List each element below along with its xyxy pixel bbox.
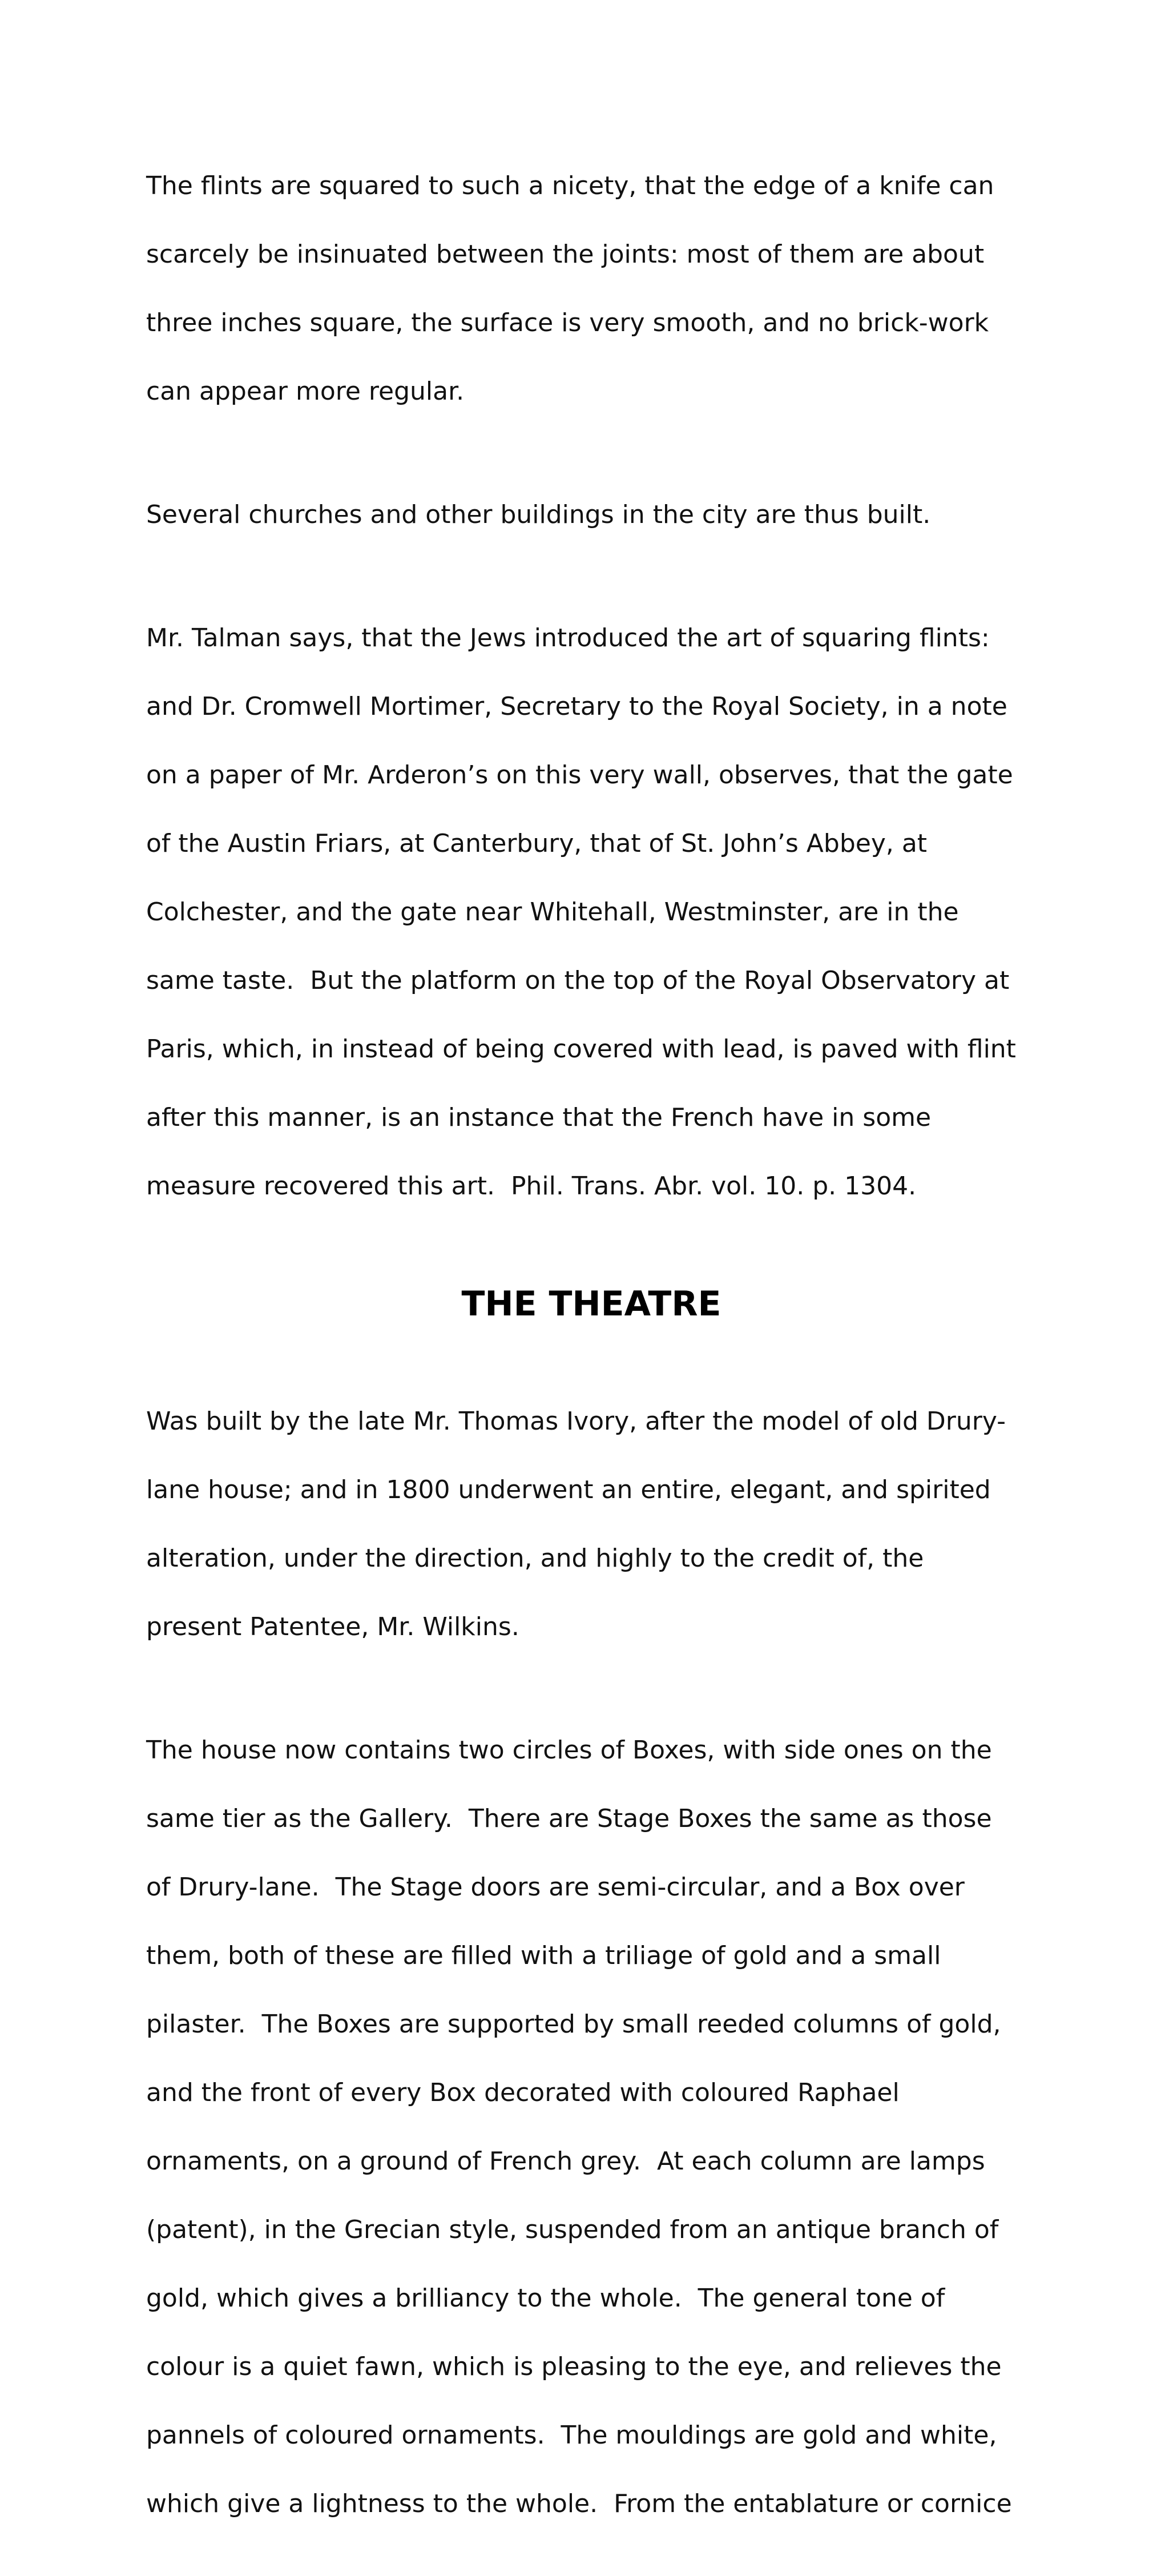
- text-line: pilaster. The Boxes are supported by small reeded columns of gold,: [146, 2010, 1001, 2039]
- section-heading-theatre: THE THEATRE: [461, 1284, 721, 1324]
- text-line: lane house; and in 1800 underwent an entire, elegant, and spirited: [146, 1475, 991, 1504]
- text-line: can appear more regular.: [146, 377, 465, 406]
- text-line: colour is a quiet fawn, which is pleasing to the eye, and relieves the: [146, 2352, 1002, 2381]
- text-line: same tier as the Gallery. There are Stage Boxes the same as those: [146, 1804, 992, 1833]
- text-line: and the front of every Box decorated with coloured Raphael: [146, 2078, 900, 2107]
- text-line: them, both of these are filled with a triliage of gold and a small: [146, 1941, 941, 1970]
- text-line: gold, which gives a brilliancy to the whole. The general tone of: [146, 2284, 945, 2313]
- text-line: Was built by the late Mr. Thomas Ivory, after the model of old Drury-: [146, 1407, 1006, 1436]
- text-line: Paris, which, in instead of being covered with lead, is paved with flint: [146, 1035, 1016, 1064]
- text-line: of Drury-lane. The Stage doors are semi-circular, and a Box over: [146, 1873, 965, 1902]
- paragraph-talman: [146, 587, 1037, 1238]
- text-line: of the Austin Friars, at Canterbury, that of St. John’s Abbey, at: [146, 829, 928, 858]
- text-line: The flints are squared to such a nicety, that the edge of a knife can: [146, 171, 994, 200]
- text-line: same taste. But the platform on the top of the Royal Observatory at: [146, 966, 1010, 995]
- text-line: three inches square, the surface is very smooth, and no brick-work: [146, 308, 989, 337]
- document-page: [146, 135, 1037, 2576]
- text-line: (patent), in the Grecian style, suspended from an antique branch of: [146, 2215, 999, 2244]
- paragraph-built-by-ivory: [146, 1370, 1037, 1679]
- text-line: Colchester, and the gate near Whitehall, Westminster, are in the: [146, 897, 959, 927]
- paragraph-house-boxes: [146, 1699, 1037, 2555]
- text-line: scarcely be insinuated between the joints: most of them are about: [146, 240, 985, 269]
- text-line: pannels of coloured ornaments. The mouldings are gold and white,: [146, 2421, 997, 2450]
- text-line: The house now contains two circles of Boxes, with side ones on the: [146, 1736, 992, 1765]
- text-line: after this manner, is an instance that the French have in some: [146, 1103, 932, 1132]
- paragraph-flints-squared: [146, 135, 1037, 443]
- text-line: which give a lightness to the whole. From the entablature or cornice: [146, 2489, 1012, 2518]
- text-line: on a paper of Mr. Arderon’s on this very wall, observes, that the gate: [146, 760, 1013, 790]
- text-line: measure recovered this art. Phil. Trans. Abr. vol. 10. p. 1304.: [146, 1172, 917, 1201]
- text-line: and Dr. Cromwell Mortimer, Secretary to the Royal Society, in a note: [146, 692, 1007, 721]
- text-line: alteration, under the direction, and highly to the credit of, the: [146, 1544, 924, 1573]
- paragraph-churches-built: [146, 464, 1037, 566]
- text-line: present Patentee, Mr. Wilkins.: [146, 1612, 519, 1641]
- text-line: Several churches and other buildings in the city are thus built.: [146, 500, 931, 529]
- text-line: Mr. Talman says, that the Jews introduced the art of squaring flints:: [146, 623, 990, 653]
- text-line: ornaments, on a ground of French grey. At each column are lamps: [146, 2147, 985, 2176]
